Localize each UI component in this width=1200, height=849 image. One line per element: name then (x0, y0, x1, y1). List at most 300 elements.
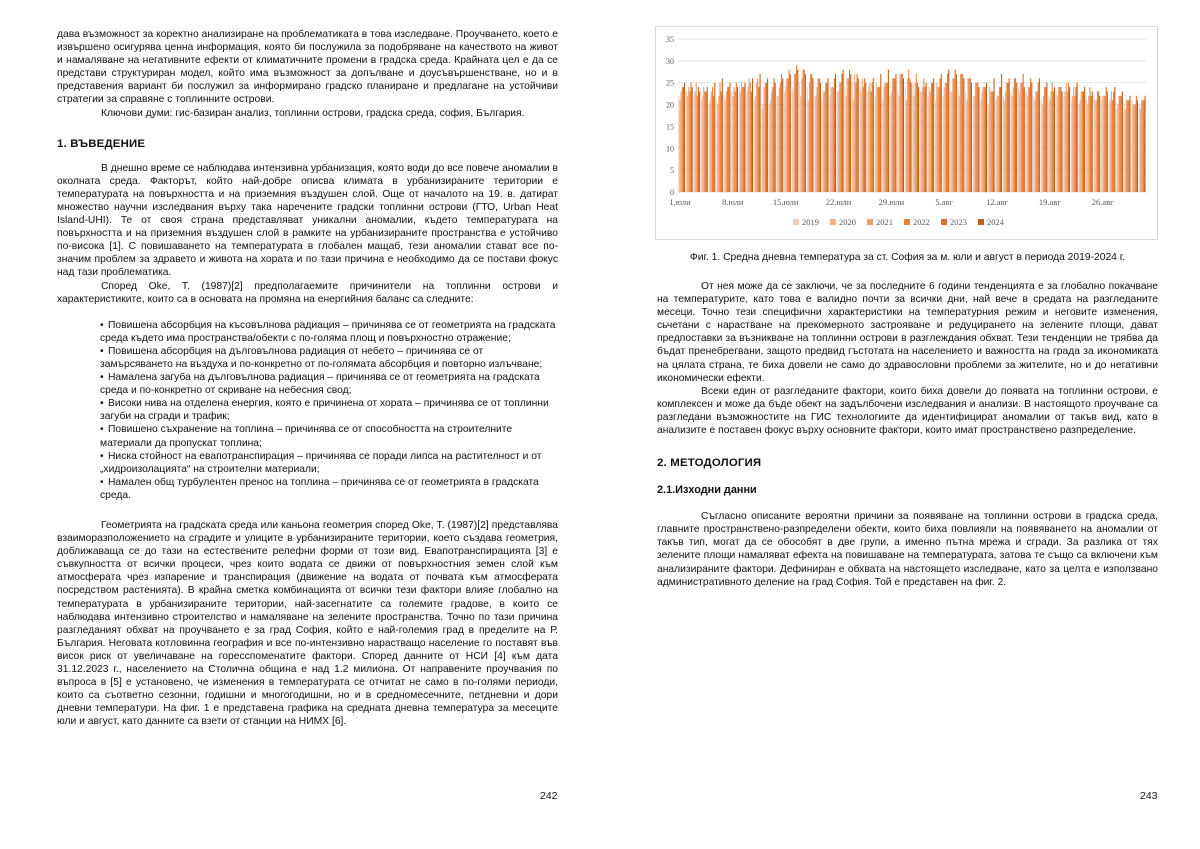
bar-2023 (902, 74, 903, 192)
bar-2022 (1052, 83, 1053, 192)
bar-2021 (817, 87, 818, 192)
bar-2021 (809, 83, 810, 192)
x-tick-label: 5.авг (935, 197, 954, 207)
bar-2024 (812, 78, 813, 192)
bar-2022 (848, 78, 849, 192)
bar-2020 (1057, 96, 1058, 192)
discussion-paragraph-2: Всеки един от разгледаните фактори, които биха довели до появата на топлинни острови, е комплексен и може да бъде обект на задълбочени изследвания и анализи. В настоящото проучване са разгледани възможностите на ГИС технологиите да идентифицират аномалии от такъв вид, като в анализите е поставен фокус върху основните фактори, които имат пространствено разпределение. (657, 385, 1158, 437)
bar-2020 (1042, 105, 1043, 192)
bar-2021 (696, 83, 697, 192)
bar-2022 (750, 83, 751, 192)
bar-2020 (1064, 91, 1065, 192)
bar-2022 (901, 74, 902, 192)
bar-2019 (1033, 96, 1034, 192)
bar-2023 (985, 87, 986, 192)
bar-2019 (1048, 96, 1049, 192)
bar-2023 (970, 78, 971, 192)
bar-2024 (911, 83, 912, 192)
bar-2021 (960, 74, 961, 192)
bar-2023 (736, 83, 737, 192)
bar-2019 (1026, 91, 1027, 192)
bar-2024 (714, 83, 715, 192)
bar-2022 (1089, 87, 1090, 192)
bar-2023 (1106, 87, 1107, 192)
bar-2021 (1081, 91, 1082, 192)
bar-2021 (711, 91, 712, 192)
bar-2019 (980, 100, 981, 192)
bar-2020 (815, 96, 816, 192)
bar-2024 (1129, 96, 1130, 192)
bar-2021 (764, 87, 765, 192)
bar-2019 (875, 96, 876, 192)
legend-label: 2020 (839, 217, 856, 227)
y-tick-label: 35 (666, 35, 674, 44)
bar-2021 (726, 91, 727, 192)
bar-2021 (1103, 96, 1104, 192)
bar-2020 (981, 91, 982, 192)
bar-2021 (794, 74, 795, 192)
bar-2023 (977, 83, 978, 192)
y-tick-label: 5 (670, 166, 674, 176)
bar-2020 (1117, 105, 1118, 192)
bar-2022 (1135, 105, 1136, 192)
bar-2020 (679, 100, 680, 192)
bar-2023 (1128, 100, 1129, 192)
list-item: • Повишена абсорбция на късовълнова радиация – причинявa се от геометрията на градската среда където има пространства/обекти с по-голяма площ и повърхностно отражение; (100, 319, 556, 344)
bar-2021 (824, 91, 825, 192)
bar-2020 (997, 96, 998, 192)
y-tick-label: 25 (666, 78, 674, 88)
bar-2020 (1125, 109, 1126, 192)
bar-2022 (969, 78, 970, 192)
bar-2020 (1080, 100, 1081, 192)
bar-2022 (712, 87, 713, 192)
legend-swatch (941, 219, 947, 225)
legend-label: 2019 (802, 217, 819, 227)
bar-2021 (749, 78, 750, 192)
bar-2022 (886, 83, 887, 192)
bar-2022 (1014, 78, 1015, 192)
bar-2024 (926, 83, 927, 192)
bar-2023 (706, 91, 707, 192)
bar-2024 (1009, 78, 1010, 192)
bar-2024 (895, 74, 896, 192)
bar-2024 (1016, 83, 1017, 192)
bullet-icon: • (100, 319, 104, 331)
bar-2022 (863, 87, 864, 192)
y-tick-label: 20 (666, 100, 674, 110)
list-item: • Повишена абсорбция на дълговълнова радиация от небето – причинява се от замърсяването на въздуха и по-конкретно от по-голямата абсорбция и повторно излъчване; (100, 345, 543, 370)
bar-2024 (1031, 83, 1032, 192)
bar-2019 (746, 91, 747, 192)
bar-2020 (800, 96, 801, 192)
bar-2019 (709, 105, 710, 192)
bar-2023 (1015, 78, 1016, 192)
bar-2023 (1113, 91, 1114, 192)
bar-2022 (893, 78, 894, 192)
bar-2023 (781, 74, 782, 192)
bar-2024 (903, 78, 904, 192)
bar-2019 (973, 96, 974, 192)
temperature-chart-svg (656, 27, 1157, 239)
bar-2024 (684, 83, 685, 192)
bar-2021 (1141, 100, 1142, 192)
bar-2024 (722, 78, 723, 192)
bar-2021 (952, 78, 953, 192)
bar-2024 (918, 87, 919, 192)
bar-2022 (1082, 91, 1083, 192)
section-heading-methodology: 2. МЕТОДОЛОГИЯ (657, 457, 762, 470)
bar-2019 (860, 87, 861, 192)
bar-2020 (936, 83, 937, 192)
bar-2023 (1045, 87, 1046, 192)
bar-2024 (941, 74, 942, 192)
bar-2023 (819, 78, 820, 192)
bar-2023 (1038, 83, 1039, 192)
bar-2021 (1058, 87, 1059, 192)
bar-2023 (766, 83, 767, 192)
bar-2023 (962, 74, 963, 192)
bar-2020 (747, 87, 748, 192)
bar-2020 (1027, 96, 1028, 192)
bar-2020 (1072, 96, 1073, 192)
bar-2020 (740, 91, 741, 192)
bar-2024 (858, 78, 859, 192)
bar-2023 (728, 87, 729, 192)
bar-2020 (1087, 105, 1088, 192)
bar-2022 (1067, 91, 1068, 192)
bar-2024 (1046, 83, 1047, 192)
bar-2020 (793, 91, 794, 192)
bar-2024 (1092, 91, 1093, 192)
bar-2021 (1066, 83, 1067, 192)
bar-2023 (1007, 83, 1008, 192)
bar-2024 (994, 78, 995, 192)
bar-2024 (797, 70, 798, 192)
bar-2019 (799, 83, 800, 192)
bar-2024 (880, 74, 881, 192)
bar-2023 (872, 83, 873, 192)
bar-2020 (1019, 91, 1020, 192)
bar-2020 (695, 91, 696, 192)
subsection-heading-input-data: 2.1.Изходни данни (657, 484, 757, 497)
bar-2019 (920, 91, 921, 192)
bar-2020 (702, 96, 703, 192)
bar-2024 (933, 78, 934, 192)
bar-2019 (867, 91, 868, 192)
bar-2021 (967, 78, 968, 192)
bar-2019 (897, 91, 898, 192)
bar-2023 (841, 74, 842, 192)
bar-2022 (803, 70, 804, 192)
x-tick-label: 15.юли (772, 197, 799, 207)
bar-2023 (1053, 91, 1054, 192)
bar-2020 (770, 100, 771, 192)
bar-2022 (916, 74, 917, 192)
bar-2019 (912, 83, 913, 192)
bar-2024 (707, 87, 708, 192)
bar-2024 (986, 83, 987, 192)
bar-2020 (921, 91, 922, 192)
bar-2019 (678, 96, 679, 192)
bar-2024 (1077, 83, 1078, 192)
bar-2023 (1136, 96, 1137, 192)
bar-2022 (840, 83, 841, 192)
bar-2021 (688, 87, 689, 192)
bar-2019 (927, 96, 928, 192)
bar-2019 (890, 96, 891, 192)
bar-2024 (1114, 87, 1115, 192)
bar-2022 (682, 87, 683, 192)
bar-2019 (935, 100, 936, 192)
bar-2024 (1001, 74, 1002, 192)
bar-2023 (690, 83, 691, 192)
bar-2021 (786, 78, 787, 192)
bar-2021 (756, 83, 757, 192)
bar-2024 (820, 83, 821, 192)
bar-2023 (743, 87, 744, 192)
bar-2022 (704, 91, 705, 192)
bar-2021 (681, 91, 682, 192)
bar-2024 (1069, 87, 1070, 192)
bar-2019 (693, 96, 694, 192)
bar-2019 (1010, 91, 1011, 192)
bullet-icon: • (100, 345, 104, 357)
bar-2021 (839, 83, 840, 192)
bar-2022 (961, 74, 962, 192)
bar-2021 (862, 78, 863, 192)
bullet-icon: • (100, 424, 104, 436)
bar-2019 (776, 96, 777, 192)
bar-2024 (1039, 78, 1040, 192)
legend-label: 2022 (913, 217, 930, 227)
bar-2021 (900, 74, 901, 192)
bar-2023 (1091, 96, 1092, 192)
bar-2021 (869, 83, 870, 192)
x-tick-label: 12.авг (986, 197, 1008, 207)
bar-2020 (906, 100, 907, 192)
bar-2019 (1056, 91, 1057, 192)
bullet-icon: • (100, 476, 104, 488)
y-tick-label: 15 (666, 122, 674, 132)
bar-2019 (1041, 100, 1042, 192)
bar-2019 (852, 83, 853, 192)
bar-2022 (1104, 96, 1105, 192)
legend-label: 2024 (987, 217, 1004, 227)
bar-2024 (873, 78, 874, 192)
bar-2024 (888, 70, 889, 192)
bar-2021 (922, 87, 923, 192)
bar-2020 (838, 91, 839, 192)
bar-2019 (950, 91, 951, 192)
bar-2019 (1063, 96, 1064, 192)
bar-2019 (1018, 87, 1019, 192)
bar-2022 (795, 74, 796, 192)
bar-2019 (739, 87, 740, 192)
bar-2021 (975, 83, 976, 192)
bar-2022 (810, 74, 811, 192)
bar-2019 (1101, 100, 1102, 192)
bar-2022 (984, 87, 985, 192)
bar-2020 (755, 96, 756, 192)
bar-2020 (823, 91, 824, 192)
bar-2023 (947, 74, 948, 192)
bar-2020 (883, 87, 884, 192)
bar-2022 (720, 83, 721, 192)
bar-2020 (929, 87, 930, 192)
bar-2023 (1075, 87, 1076, 192)
bar-2021 (884, 83, 885, 192)
bar-2019 (837, 91, 838, 192)
x-tick-label: 19.авг (1038, 197, 1061, 207)
bar-2019 (1094, 96, 1095, 192)
y-tick-label: 30 (666, 56, 674, 66)
bar-2020 (913, 96, 914, 192)
bar-2019 (1131, 100, 1132, 192)
bar-2020 (1102, 96, 1103, 192)
bar-2022 (1021, 83, 1022, 192)
bar-2022 (1142, 100, 1143, 192)
bar-2020 (951, 91, 952, 192)
bar-2022 (818, 78, 819, 192)
bar-2020 (732, 96, 733, 192)
bar-2024 (1084, 87, 1085, 192)
bar-2020 (830, 87, 831, 192)
bar-2022 (1097, 91, 1098, 192)
legend-swatch (904, 219, 910, 225)
bar-2023 (857, 74, 858, 192)
bar-2019 (1124, 105, 1125, 192)
bar-2022 (1127, 100, 1128, 192)
bar-2019 (701, 100, 702, 192)
bar-2022 (772, 87, 773, 192)
x-tick-label: 8.юли (722, 197, 744, 207)
bar-2022 (931, 83, 932, 192)
bar-2022 (878, 87, 879, 192)
bar-2024 (865, 83, 866, 192)
bar-2019 (792, 87, 793, 192)
bar-2023 (826, 83, 827, 192)
bar-2019 (769, 105, 770, 192)
bar-2019 (731, 91, 732, 192)
bar-2022 (697, 96, 698, 192)
bar-2024 (956, 74, 957, 192)
bar-2024 (850, 74, 851, 192)
bar-2024 (1099, 96, 1100, 192)
bar-2024 (692, 87, 693, 192)
bullet-icon: • (100, 372, 104, 384)
bar-2021 (990, 91, 991, 192)
bar-2023 (864, 78, 865, 192)
keywords: Ключови думи: гис-базиран анализ, топлинни острови, градска среда, софия, България. (101, 107, 525, 119)
bar-2020 (1049, 100, 1050, 192)
bar-2021 (1134, 105, 1135, 192)
bar-2019 (686, 91, 687, 192)
bar-2021 (703, 87, 704, 192)
bar-2019 (814, 96, 815, 192)
bar-2022 (780, 83, 781, 192)
bar-2023 (1060, 87, 1061, 192)
bar-2020 (861, 91, 862, 192)
legend-swatch (830, 219, 836, 225)
bar-2022 (954, 78, 955, 192)
bar-2023 (924, 87, 925, 192)
bar-2020 (785, 87, 786, 192)
bar-2022 (742, 87, 743, 192)
legend-label: 2023 (950, 217, 967, 227)
bar-2023 (879, 87, 880, 192)
bar-2020 (1034, 100, 1035, 192)
bar-2022 (825, 83, 826, 192)
bar-2021 (733, 87, 734, 192)
bar-2023 (887, 83, 888, 192)
bar-2022 (938, 87, 939, 192)
list-item: • Намален общ турбулентен пренос на топлина – причинява се от геометрията в градската среда. (100, 476, 539, 501)
bar-2024 (1107, 91, 1108, 192)
bar-2020 (876, 83, 877, 192)
bar-2019 (822, 100, 823, 192)
bar-2023 (932, 83, 933, 192)
bar-2022 (855, 83, 856, 192)
bar-2020 (1110, 100, 1111, 192)
bar-2023 (811, 74, 812, 192)
bar-2024 (737, 87, 738, 192)
page-number: 242 (540, 790, 558, 802)
bar-2024 (978, 87, 979, 192)
bar-2022 (946, 83, 947, 192)
bar-2021 (1005, 91, 1006, 192)
bar-2020 (717, 105, 718, 192)
left-text-column (57, 28, 558, 729)
y-tick-label: 10 (666, 144, 674, 154)
bar-2023 (789, 70, 790, 192)
bar-2021 (1111, 91, 1112, 192)
bar-2021 (892, 78, 893, 192)
bar-2020 (891, 91, 892, 192)
bar-2023 (992, 91, 993, 192)
bar-2019 (965, 91, 966, 192)
bar-2021 (854, 74, 855, 192)
bar-2019 (1139, 105, 1140, 192)
bullet-icon: • (100, 450, 104, 462)
bar-2019 (1116, 109, 1117, 192)
bar-2022 (787, 78, 788, 192)
y-tick-label: 0 (670, 188, 674, 197)
bar-2022 (1006, 83, 1007, 192)
bar-2023 (1121, 96, 1122, 192)
bar-2021 (1051, 91, 1052, 192)
bar-2023 (917, 83, 918, 192)
methodology-paragraph: Съгласно описаните вероятни причини за появяване на топлинни острови в градска среда, главните пространствено-разпределени обекти, които биха повлияли на появяването на аномалии от такъв тип, могат да се обособят в две групи, а именно пътна мрежа и сгради. За разлика от тях зелените площи намаляват ефекта на повишаване на температурата, затова те също са включени към анализираните фактори. Дефиниран е обхвата на настоящето изследване, като за целта е използвано административното деление на град София. Той е представен на фиг. 2. (657, 511, 1158, 588)
bar-2022 (689, 91, 690, 192)
bar-2019 (1078, 105, 1079, 192)
bar-2021 (983, 87, 984, 192)
bar-2023 (721, 91, 722, 192)
x-tick-label: 22.юли (825, 197, 852, 207)
bar-2019 (754, 100, 755, 192)
bar-2022 (999, 87, 1000, 192)
bar-2022 (1044, 87, 1045, 192)
bar-2020 (808, 100, 809, 192)
bar-2019 (761, 109, 762, 192)
bar-2022 (1037, 91, 1038, 192)
bar-2021 (832, 87, 833, 192)
bar-2022 (735, 91, 736, 192)
list-item: • Ниска стойност на евапотранспирация – причинява се поради липса на растителност и от „хидроизолацията“ на строителни материали; (100, 450, 542, 475)
bar-2021 (1073, 87, 1074, 192)
bar-2024 (775, 83, 776, 192)
bar-2020 (846, 96, 847, 192)
